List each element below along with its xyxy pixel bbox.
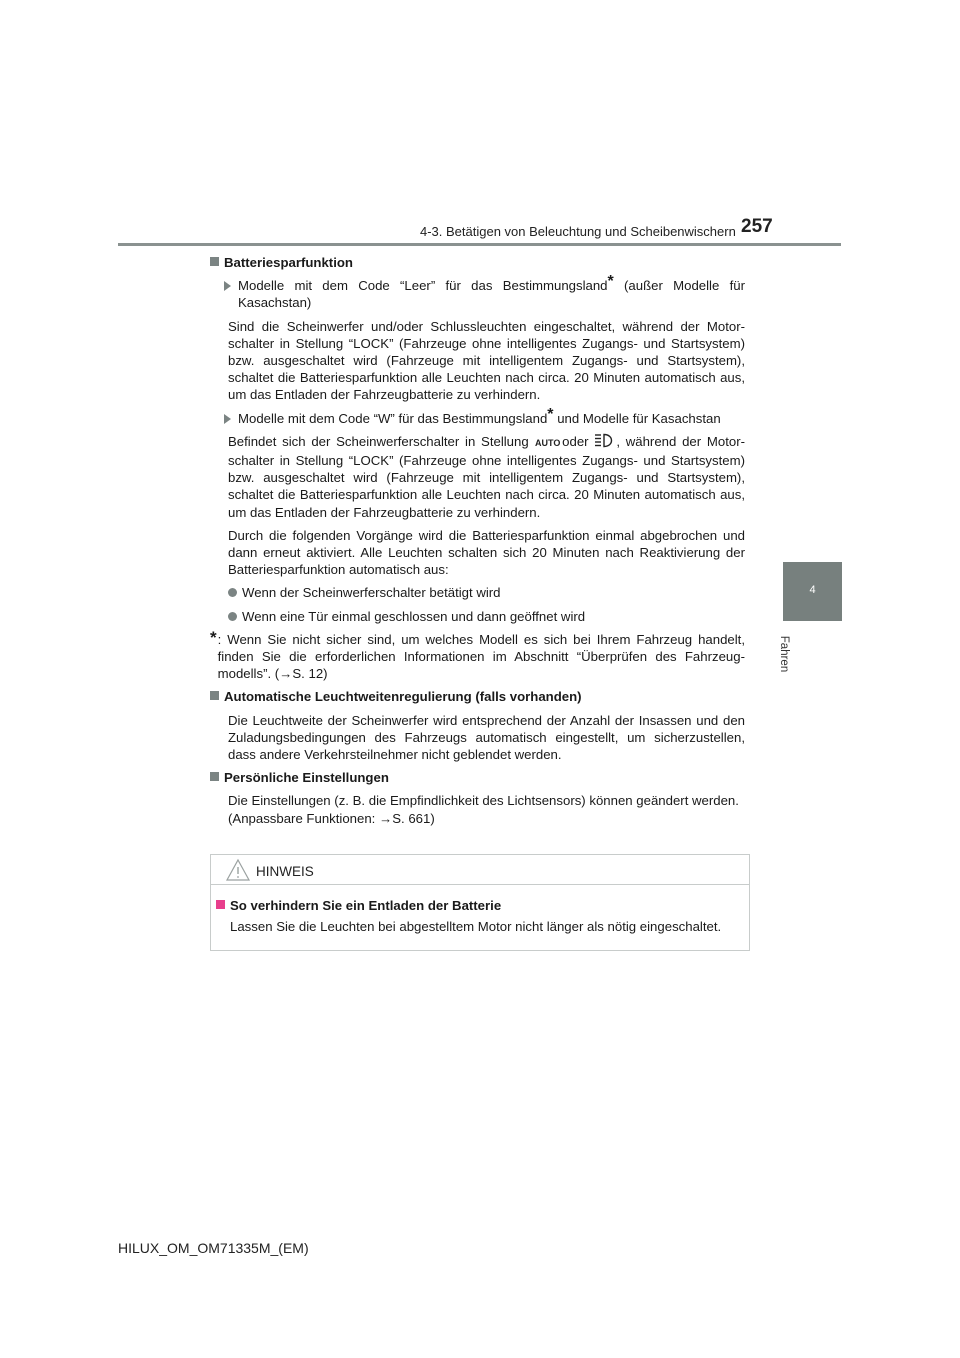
notice-title: HINWEIS — [256, 864, 314, 879]
round-bullet-icon — [228, 588, 237, 597]
notice-text: Lassen Sie die Leuchten bei abgestelltem Motor nicht länger als nötig eingeschaltet. — [230, 919, 722, 934]
notice-heading: So verhindern Sie ein Entladen der Batterie — [216, 897, 741, 914]
notice-body — [211, 885, 749, 935]
footnote-star: * — [607, 273, 614, 291]
model-subheading-leer — [210, 273, 745, 311]
main-content — [210, 254, 745, 833]
paragraph-auto-leveling: Die Leuchtweite der Scheinwerfer wird entsprechend der Anzahl der Insassen und den Zuladungsbedingungen des Fahrzeugs automatisch eingestellt, um sicherzustellen, dass andere Verkehrsteilnehmer nicht geblendet werden. — [228, 712, 745, 763]
paragraph-battery-saver-2: Befindet sich der Scheinwerferschalter in Stellung AUTO oder , während der Motorschalter in Stellung “LOCK” (Fahrzeuge ohne intelligentes Zugangs- und Startsystem) bzw. ausgeschaltet wird (Fahrzeuge mit intelligentem Zugangs- und Startsystem), schaltet die Batteriesparfunktion alle Leuchten nach circa. 20 Minuten automatisch aus, um das Entladen der Fahrzeugbatterie zu verhindern. — [228, 433, 745, 520]
chapter-number: 4 — [809, 584, 816, 596]
header-rule — [118, 243, 841, 246]
square-bullet-icon — [210, 257, 219, 266]
subheading-text: Modelle mit dem Code “W” für das Bestimmungsland — [238, 410, 548, 426]
notice-box — [210, 854, 750, 951]
section-heading-text: Batteriesparfunktion — [224, 255, 353, 270]
subheading-text-cont: und Modelle für Kasachstan — [553, 410, 721, 426]
triangle-bullet-icon — [224, 281, 231, 291]
paragraph-battery-saver-1: Sind die Scheinwerfer und/oder Schlussleuchten eingeschaltet, während der Motorschalter in Stellung “LOCK” (Fahrzeuge ohne intelligentes Zugangs- und Startsystem) bzw. ausgeschaltet wird (Fahrzeuge mit intelligentem Zugangs- und Startsystem), schaltet die Batteriesparfunktion alle Leuchten nach circa. 20 Minuten automatisch aus, um das Entladen der Fahrzeugbatterie zu verhindern. — [228, 318, 745, 403]
notice-header — [211, 855, 749, 885]
section-heading-text: Automatische Leuchtweitenregulierung (falls vorhanden) — [224, 689, 582, 705]
header-title: 4-3. Betätigen von Beleuchtung und Scheibenwischern — [420, 224, 736, 239]
paragraph-personal-settings: Die Einstellungen (z. B. die Empfindlichkeit des Lichtsensors) können geändert werden. — [228, 793, 739, 809]
paragraph-battery-saver-3: Durch die folgenden Vorgänge wird die Batteriesparfunktion einmal abgebrochen und dann erneut aktiviert. Alle Leuchten schalten sich 20 Minuten nach Reaktivierung der Batteriesparfunktion automatisch aus: — [228, 527, 745, 578]
model-subheading-w — [210, 405, 745, 427]
warning-triangle-icon — [225, 858, 251, 887]
square-bullet-icon — [210, 772, 219, 781]
footnote-star: * — [210, 627, 217, 647]
paragraph-personal-settings-ref: (Anpassbare Funktionen: →S. 661) — [228, 810, 435, 826]
footnote-text: : Wenn Sie nicht sicher sind, um welches Modell es sich bei Ihrem Fahrzeug handelt, finden Sie die erforderlichen Informationen im Abschnitt “Überprüfen des Fahrzeugmodells”. (→S. 12) — [217, 631, 745, 682]
list-item: Wenn der Scheinwerferschalter betätigt wird — [210, 584, 745, 601]
round-bullet-icon — [228, 612, 237, 621]
section-heading-personal-settings — [210, 769, 745, 786]
section-heading-auto-leveling — [210, 688, 745, 705]
subheading-text: Modelle mit dem Code “Leer” für das Bestimmungsland — [238, 278, 608, 294]
chapter-label-wrap — [778, 628, 804, 688]
square-bullet-icon — [210, 691, 219, 700]
section-heading-text: Persönliche Einstellungen — [224, 770, 389, 786]
list-item: Wenn eine Tür einmal geschlossen und dann geöffnet wird — [210, 608, 745, 625]
subheading-text-cont: (außer Modelle für Kasachstan) — [238, 278, 745, 311]
footnote — [210, 627, 745, 683]
square-bullet-icon — [216, 900, 225, 909]
footer-code: HILUX_OM_OM71335M_(EM) — [118, 1240, 309, 1256]
page-number: 257 — [741, 216, 773, 237]
headlight-icon — [594, 433, 616, 452]
footnote-star: * — [547, 405, 554, 423]
chapter-tab — [783, 562, 842, 621]
chapter-label: Fahren — [778, 635, 791, 673]
triangle-bullet-icon — [224, 414, 231, 424]
section-heading-battery-saver — [210, 254, 745, 271]
auto-icon — [534, 435, 561, 452]
svg-text:AUTO: AUTO — [535, 437, 561, 448]
